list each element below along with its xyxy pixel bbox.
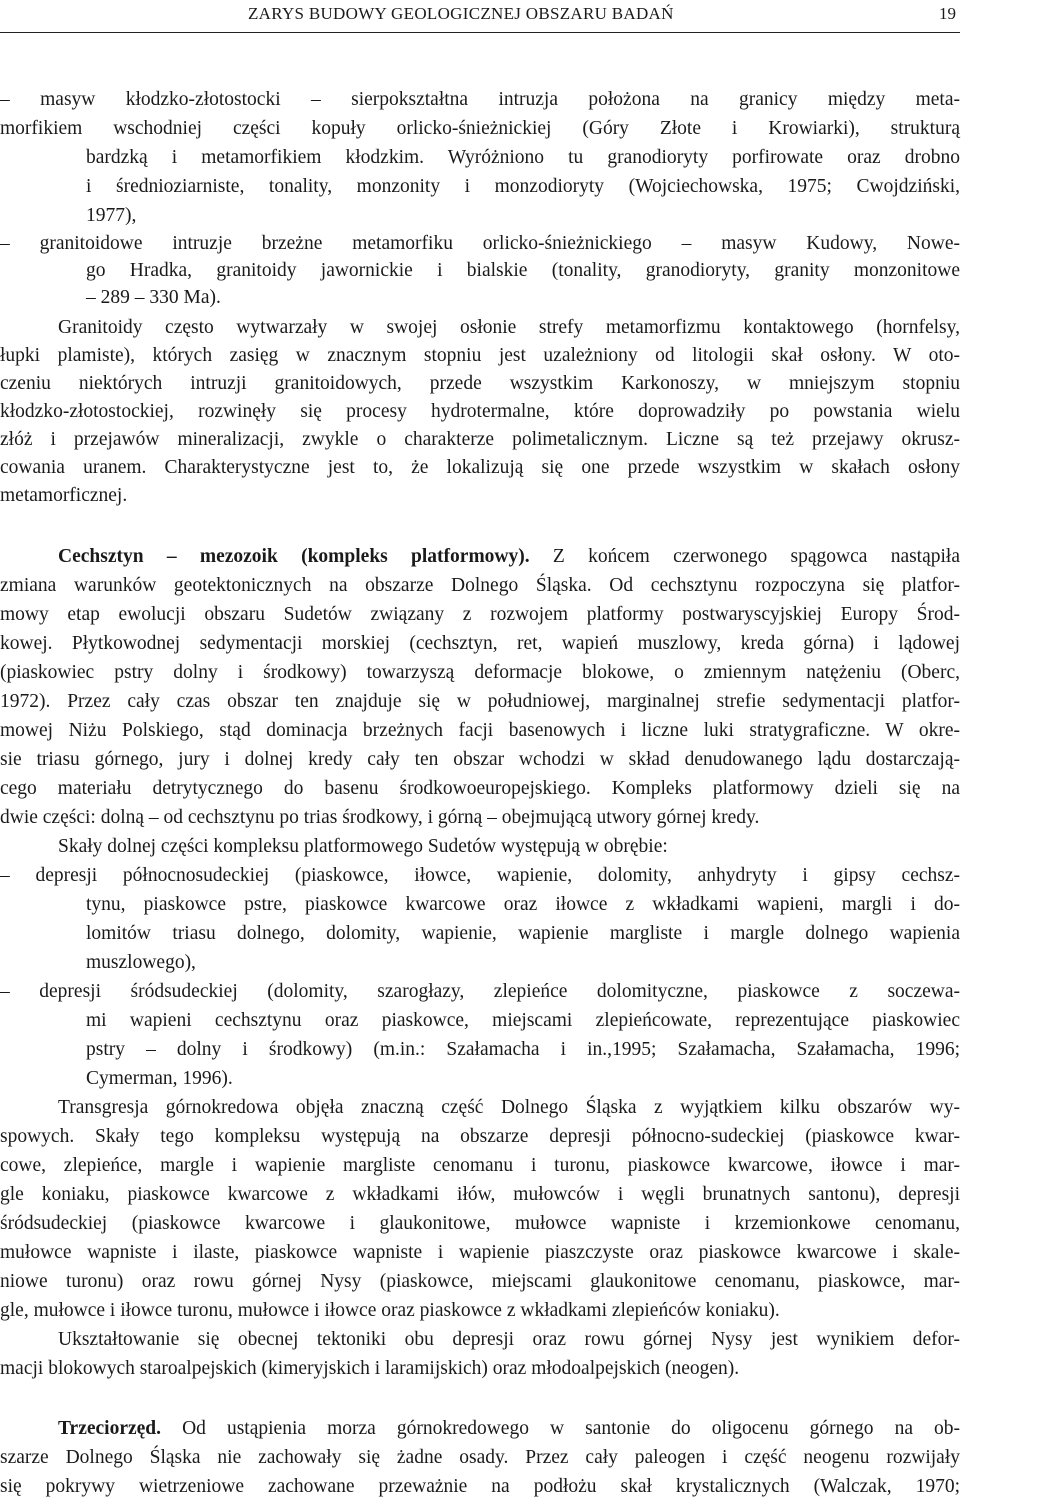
text-line: gle, mułowce i iłowce turonu, mułowce i iłowce oraz piaskowce z wkładkami zlepieńców koniaku).: [0, 1300, 780, 1321]
text-line: 1977),: [86, 205, 137, 226]
text-line: Cymerman, 1996).: [86, 1068, 233, 1089]
text-line: cego materiału detrytycznego do basenu środkowoeuropejskiego. Kompleks platformowy dzieli się na: [0, 778, 960, 799]
text-line: pstry – dolny i środkowy) (m.in.: Szałamacha i in.,1995; Szałamacha, Szałamacha, 1996;: [86, 1039, 960, 1060]
text-line: niowe turonu) oraz rowu górnej Nysy (piaskowce, miejscami glaukonitowe cenomanu, piaskowce, mar-: [0, 1271, 960, 1292]
section-heading-cechsztyn: Cechsztyn – mezozoik (kompleks platformowy).: [58, 546, 530, 567]
text-line: Z końcem czerwonego spągowca nastąpiła: [552, 546, 960, 567]
text-line: Transgresja górnokredowa objęła znaczną część Dolnego Śląska z wyjątkiem kilku obszarów wy-: [58, 1097, 960, 1118]
text-line: gle koniaku, piaskowce kwarcowe z wkładkami iłów, mułowców i węgli brunatnych santonu), depresji: [0, 1184, 960, 1205]
text-line: cowania uranem. Charakterystyczne jest to, że lokalizują się one przede wszystkim w skałach osłony: [0, 457, 960, 478]
section-heading-line: [58, 542, 960, 572]
text-line: 1972). Przez cały czas obszar ten znajduje się w południowej, marginalnej strefie sedymentacji platfor-: [0, 691, 960, 712]
text-line: i średnioziarniste, tonality, monzonity i monzodioryty (Wojciechowska, 1975; Cwojdziński,: [86, 176, 960, 197]
text-line: tynu, piaskowce pstre, piaskowce kwarcowe oraz iłowce z wkładkami wapieni, margli i do-: [86, 894, 960, 915]
text-line: (piaskowiec pstry dolny i środkowy) towarzyszą deformacje blokowe, o zmiennym natężeniu (Oberc,: [0, 662, 960, 683]
text-line: łupki plamiste), których zasięg w znacznym stopniu jest uzależniony od litologii skał osłony. W oto-: [0, 345, 960, 366]
text-line: metamorficznej.: [0, 485, 128, 506]
text-line: macji blokowych staroalpejskich (kimeryjskich i laramijskich) oraz młodoalpejskich (neogen).: [0, 1358, 740, 1379]
text-line: mułowce wapniste i ilaste, piaskowce wapniste i wapienie piaszczyste oraz piaskowce kwarcowe i skale-: [0, 1242, 960, 1263]
text-line: morfikiem wschodniej części kopuły orlicko-śnieżnickiej (Góry Złote i Krowiarki), strukturą: [0, 118, 960, 139]
text-line: Granitoidy często wytwarzały w swojej osłonie strefy metamorfizmu kontaktowego (hornfelsy,: [58, 317, 960, 338]
text-line: – granitoidowe intruzje brzeżne metamorfiku orlicko-śnieżnickiego – masyw Kudowy, Nowe-: [0, 233, 960, 254]
text-line: cowe, zlepieńce, margle i wapienie margliste cenomanu i turonu, piaskowce kwarcowe, iłowce i mar-: [0, 1155, 960, 1176]
text-line: dwie części: dolną – od cechsztynu po trias środkowy, i górną – obejmującą utwory górnej kredy.: [0, 807, 760, 828]
text-line: – depresji śródsudeckiej (dolomity, szarogłazy, zlepieńce dolomityczne, piaskowce z soczewa-: [0, 981, 960, 1002]
text-line: mi wapieni cechsztynu oraz piaskowce, miejscami zlepieńcowate, reprezentujące piaskowiec: [86, 1010, 960, 1031]
text-line: kłodzko-złotostockiej, rozwinęły się procesy hydrotermalne, które doprowadziły po powstania wielu: [0, 401, 960, 422]
text-line: – masyw kłodzko-złotostocki – sierpokształtna intruzja położona na granicy między meta-: [0, 89, 960, 110]
text-line: Od ustąpienia morza górnokredowego w santonie do oligocenu górnego na ob-: [182, 1418, 961, 1439]
text-line: go Hradka, granitoidy jawornickie i bialskie (tonality, granodioryty, granity monzonitowe: [86, 260, 960, 281]
text-line: zmiana warunków geotektonicznych na obszarze Dolnego Śląska. Od cechsztynu rozpoczyna się platfor-: [0, 575, 960, 596]
page-number: 19: [939, 4, 956, 23]
running-header: [0, 0, 960, 33]
text-line: kowej. Płytkowodnej sedymentacji morskiej (cechsztyn, ret, wapień muszlowy, kreda górna) i lądowej: [0, 633, 960, 654]
text-line: czeniu niektórych intruzji granitoidowych, przede wszystkim Karkonoszy, w mniejszym stopniu: [0, 373, 960, 394]
text-line: – 289 – 330 Ma).: [86, 287, 221, 308]
text-line: mowy etap ewolucji obszaru Sudetów związany z rozwojem platformy postwaryscyjskiej Europy Środ-: [0, 604, 960, 625]
text-line: bardzką i metamorfikiem kłodzkim. Wyróżniono tu granodioryty porfirowate oraz drobno: [86, 147, 960, 168]
text-line: się pokrywy wietrzeniowe zachowane przeważnie na podłożu skał krystalicznych (Walczak, 1970;: [0, 1476, 960, 1497]
text-line: muszlowego),: [86, 952, 196, 973]
section-heading-line: [58, 1414, 960, 1444]
section-heading-trzeciorzed: Trzeciorzęd.: [58, 1418, 162, 1439]
text-line: śródsudeckiej (piaskowce kwarcowe i glaukonitowe, mułowce wapniste i krzemionkowe cenomanu,: [0, 1213, 960, 1234]
text-line: mowej Niżu Polskiego, stąd dominacja brzeżnych facji basenowych i liczne luki stratygraficzne. W okre-: [0, 720, 960, 741]
text-line: szarze Dolnego Śląska nie zachowały się żadne osady. Przez cały paleogen i część neogenu rozwijały: [0, 1447, 960, 1468]
text-line: Ukształtowanie się obecnej tektoniki obu depresji oraz rowu górnej Nysy jest wynikiem defor-: [58, 1329, 960, 1350]
text-line: spowych. Skały tego kompleksu występują na obszarze depresji północno-sudeckiej (piaskowce kwar-: [0, 1126, 960, 1147]
running-header-title: ZARYS BUDOWY GEOLOGICZNEJ OBSZARU BADAŃ: [248, 4, 674, 23]
text-line: lomitów triasu dolnego, dolomity, wapienie, wapienie margliste i margle dolnego wapienia: [86, 923, 960, 944]
text-line: Skały dolnej części kompleksu platformowego Sudetów występują w obrębie:: [58, 836, 668, 857]
text-line: – depresji północnosudeckiej (piaskowce, iłowce, wapienie, dolomity, anhydryty i gipsy cechsz-: [0, 865, 960, 886]
text-line: sie triasu górnego, jury i dolnej kredy cały ten obszar wchodzi w skład denudowanego lądu dostarczają-: [0, 749, 960, 770]
text-line: złóż i przejawów mineralizacji, zwykle o charakterze polimetalicznym. Liczne są też przejawy okrusz-: [0, 429, 960, 450]
